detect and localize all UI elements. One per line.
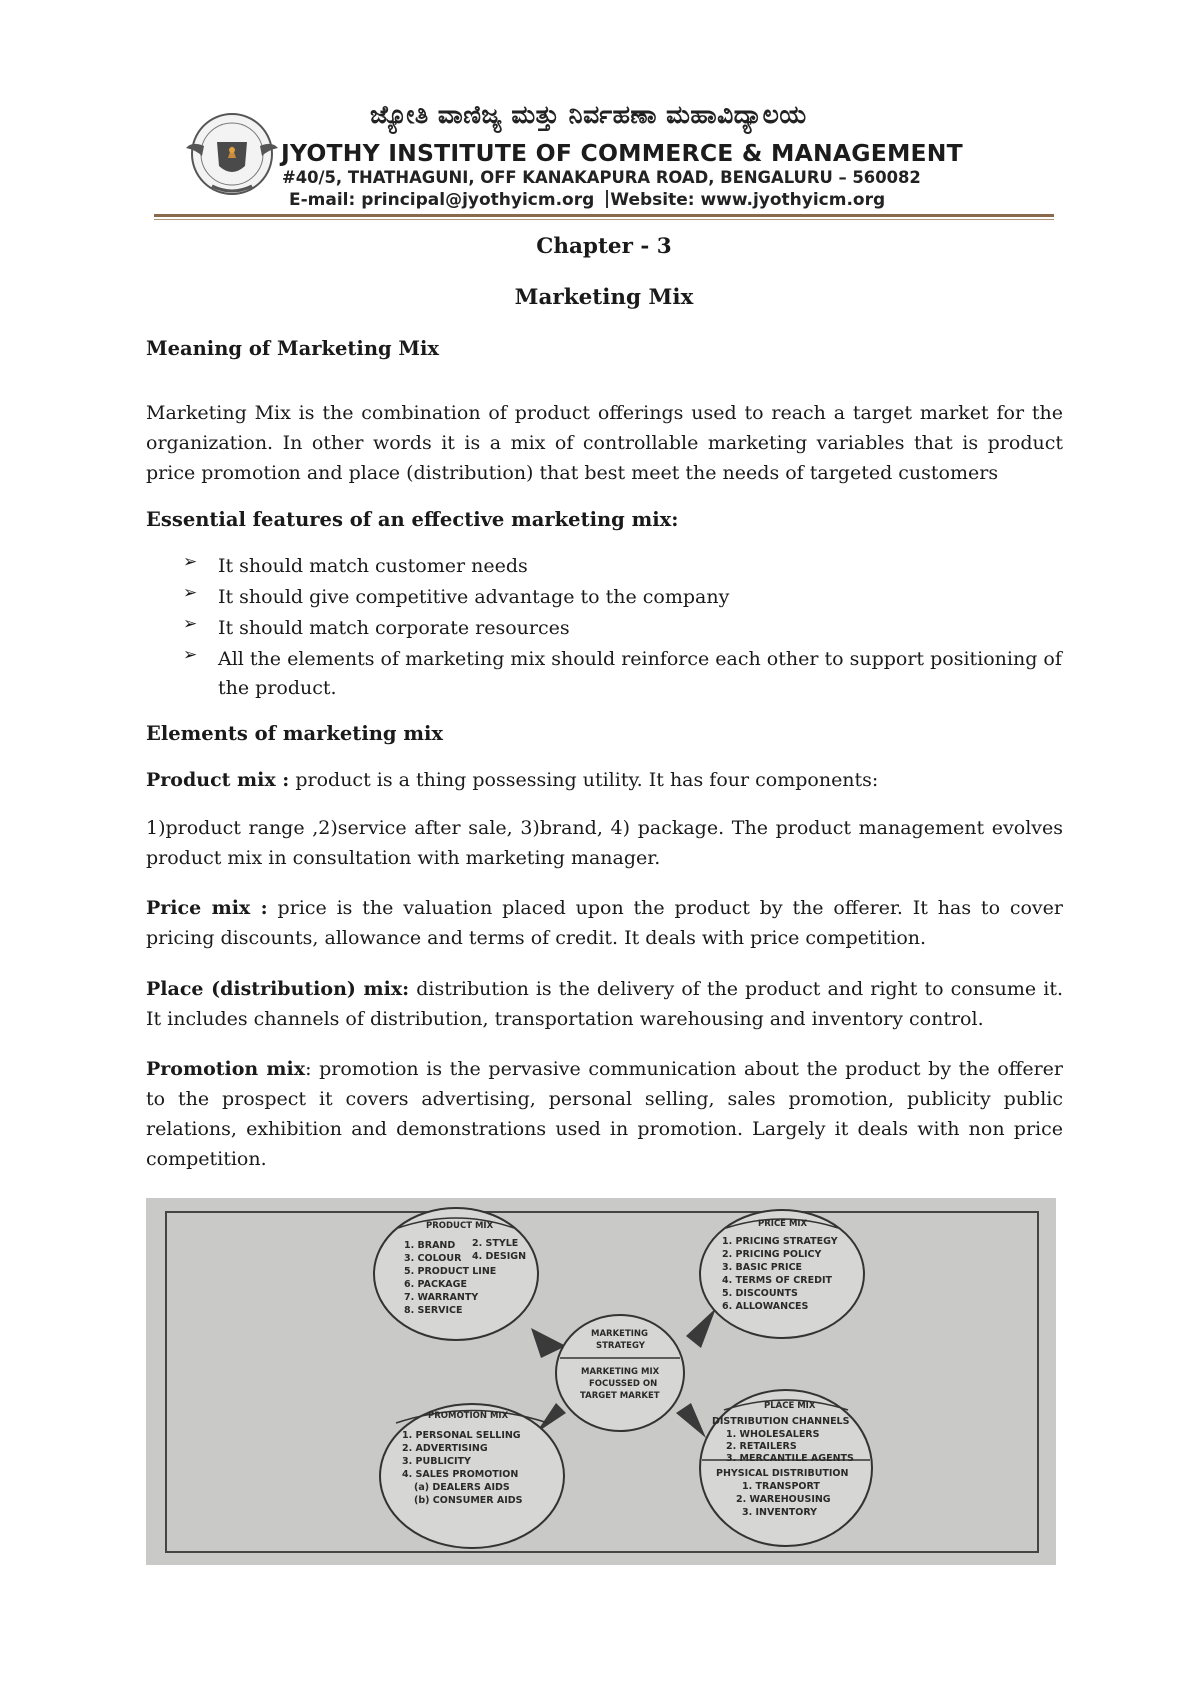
- product-mix-paragraph: Product mix : product is a thing possessing utility. It has four components:: [146, 769, 879, 791]
- svg-text:1. TRANSPORT: 1. TRANSPORT: [742, 1481, 820, 1492]
- svg-text:3. MERCANTILE AGENTS: 3. MERCANTILE AGENTS: [726, 1453, 854, 1464]
- svg-text:5. DISCOUNTS: 5. DISCOUNTS: [722, 1288, 798, 1299]
- promotion-mix-paragraph: Promotion mix: promotion is the pervasive communication about the product by the offerer to the prospect it covers advertising, personal selling, sales promotion, publicity public relations, exhibition and demonstrations used in promotion. Largely it deals with non price competition.: [146, 1058, 1063, 1170]
- marketing-mix-diagram: [146, 1198, 1056, 1565]
- svg-text:4. DESIGN: 4. DESIGN: [472, 1251, 527, 1262]
- svg-text:2. STYLE: 2. STYLE: [472, 1238, 519, 1249]
- svg-text:5. PRODUCT LINE: 5. PRODUCT LINE: [404, 1266, 497, 1277]
- svg-text:1. WHOLESALERS: 1. WHOLESALERS: [726, 1429, 820, 1440]
- page-title: Marketing Mix: [514, 285, 694, 310]
- features-heading: Essential features of an effective marketing mix:: [146, 508, 679, 531]
- svg-text:3. BASIC PRICE: 3. BASIC PRICE: [722, 1262, 803, 1273]
- letterhead-email: E-mail: principal@jyothyicm.org: [289, 190, 595, 210]
- svg-text:(b) CONSUMER AIDS: (b) CONSUMER AIDS: [414, 1495, 523, 1506]
- price-mix-label: Price mix :: [146, 897, 268, 919]
- arrow-bullet-icon: ➢: [183, 552, 198, 572]
- promotion-mix-title: PROMOTION MIX: [428, 1411, 509, 1421]
- diagram-svg: [146, 1198, 1056, 1565]
- arrow-bullet-icon: ➢: [183, 614, 198, 634]
- svg-text:6. PACKAGE: 6. PACKAGE: [404, 1279, 467, 1290]
- letterhead-contact: [289, 190, 885, 210]
- svg-text:2. RETAILERS: 2. RETAILERS: [726, 1441, 797, 1452]
- svg-text:PHYSICAL DISTRIBUTION: PHYSICAL DISTRIBUTION: [716, 1468, 849, 1479]
- svg-text:DISTRIBUTION CHANNELS: DISTRIBUTION CHANNELS: [712, 1416, 850, 1427]
- svg-text:2. ADVERTISING: 2. ADVERTISING: [402, 1443, 488, 1454]
- svg-text:4. SALES PROMOTION: 4. SALES PROMOTION: [402, 1469, 519, 1480]
- svg-text:1. BRAND: 1. BRAND: [404, 1240, 456, 1251]
- product-mix-label: Product mix :: [146, 769, 290, 791]
- chapter-heading: Chapter - 3: [536, 234, 672, 259]
- svg-text:7. WARRANTY: 7. WARRANTY: [404, 1292, 479, 1303]
- letterhead-website: Website: www.jyothyicm.org: [610, 190, 886, 210]
- place-mix-label: Place (distribution) mix:: [146, 978, 410, 1000]
- svg-text:MARKETING: MARKETING: [591, 1329, 649, 1339]
- svg-text:1. PRICING STRATEGY: 1. PRICING STRATEGY: [722, 1236, 838, 1247]
- place-mix-title: PLACE MIX: [764, 1401, 816, 1411]
- meaning-paragraph: Marketing Mix is the combination of product offerings used to reach a target market for the organization. In other words it is a mix of controllable marketing variables that is product price promotion and place (distribution) that best meet the needs of targeted customers: [146, 402, 1063, 484]
- price-mix-title: PRICE MIX: [758, 1219, 808, 1229]
- svg-text:STRATEGY: STRATEGY: [596, 1341, 645, 1351]
- price-mix-circle: [700, 1210, 864, 1338]
- letterhead-address: #40/5, THATHAGUNI, OFF KANAKAPURA ROAD, BENGALURU – 560082: [282, 168, 921, 187]
- meaning-heading: Meaning of Marketing Mix: [146, 337, 440, 360]
- product-mix-title: PRODUCT MIX: [426, 1221, 494, 1231]
- connector-place: [676, 1403, 706, 1438]
- contact-divider: [606, 190, 608, 208]
- connector-price: [686, 1308, 716, 1348]
- svg-text:TARGET MARKET: TARGET MARKET: [580, 1391, 660, 1401]
- svg-text:6. ALLOWANCES: 6. ALLOWANCES: [722, 1301, 809, 1312]
- promotion-mix-label: Promotion mix: [146, 1058, 306, 1080]
- svg-text:4. TERMS OF CREDIT: 4. TERMS OF CREDIT: [722, 1275, 832, 1286]
- place-mix-paragraph: Place (distribution) mix: distribution is the delivery of the product and right to consume it. It includes channels of distribution, transportation warehousing and inventory control.: [146, 978, 1063, 1030]
- svg-text:3. PUBLICITY: 3. PUBLICITY: [402, 1456, 471, 1467]
- arrow-bullet-icon: ➢: [183, 645, 198, 665]
- letterhead-name-kannada: ಜ್ಯೋತಿ ವಾಣಿಜ್ಯ ಮತ್ತು ನಿರ್ವಹಣಾ ಮಹಾವಿದ್ಯಾಲಯ: [370, 100, 807, 129]
- arrow-bullet-icon: ➢: [183, 583, 198, 603]
- svg-text:1. PERSONAL SELLING: 1. PERSONAL SELLING: [402, 1430, 521, 1441]
- svg-text:MARKETING MIX: MARKETING MIX: [581, 1367, 660, 1377]
- svg-text:(a) DEALERS AIDS: (a) DEALERS AIDS: [414, 1482, 510, 1493]
- svg-text:3. COLOUR: 3. COLOUR: [404, 1253, 462, 1264]
- letterhead-rule-thin: [154, 219, 1054, 220]
- svg-text:2. PRICING POLICY: 2. PRICING POLICY: [722, 1249, 822, 1260]
- svg-text:FOCUSSED ON: FOCUSSED ON: [589, 1379, 658, 1389]
- product-components-paragraph: 1)product range ,2)service after sale, 3)brand, 4) package. The product management evolves product mix in consultation with marketing manager.: [146, 817, 1063, 869]
- letterhead-rule: [154, 214, 1054, 217]
- svg-text:8. SERVICE: 8. SERVICE: [404, 1305, 463, 1316]
- price-mix-paragraph: Price mix : price is the valuation placed upon the product by the offerer. It has to cover pricing discounts, allowance and terms of credit. It deals with price competition.: [146, 897, 1063, 949]
- elements-heading: Elements of marketing mix: [146, 722, 443, 745]
- letterhead-institute-name: JYOTHY INSTITUTE OF COMMERCE & MANAGEMENT: [281, 139, 963, 167]
- svg-text:3. INVENTORY: 3. INVENTORY: [742, 1507, 818, 1518]
- svg-text:2. WAREHOUSING: 2. WAREHOUSING: [736, 1494, 831, 1505]
- college-logo: [182, 106, 282, 206]
